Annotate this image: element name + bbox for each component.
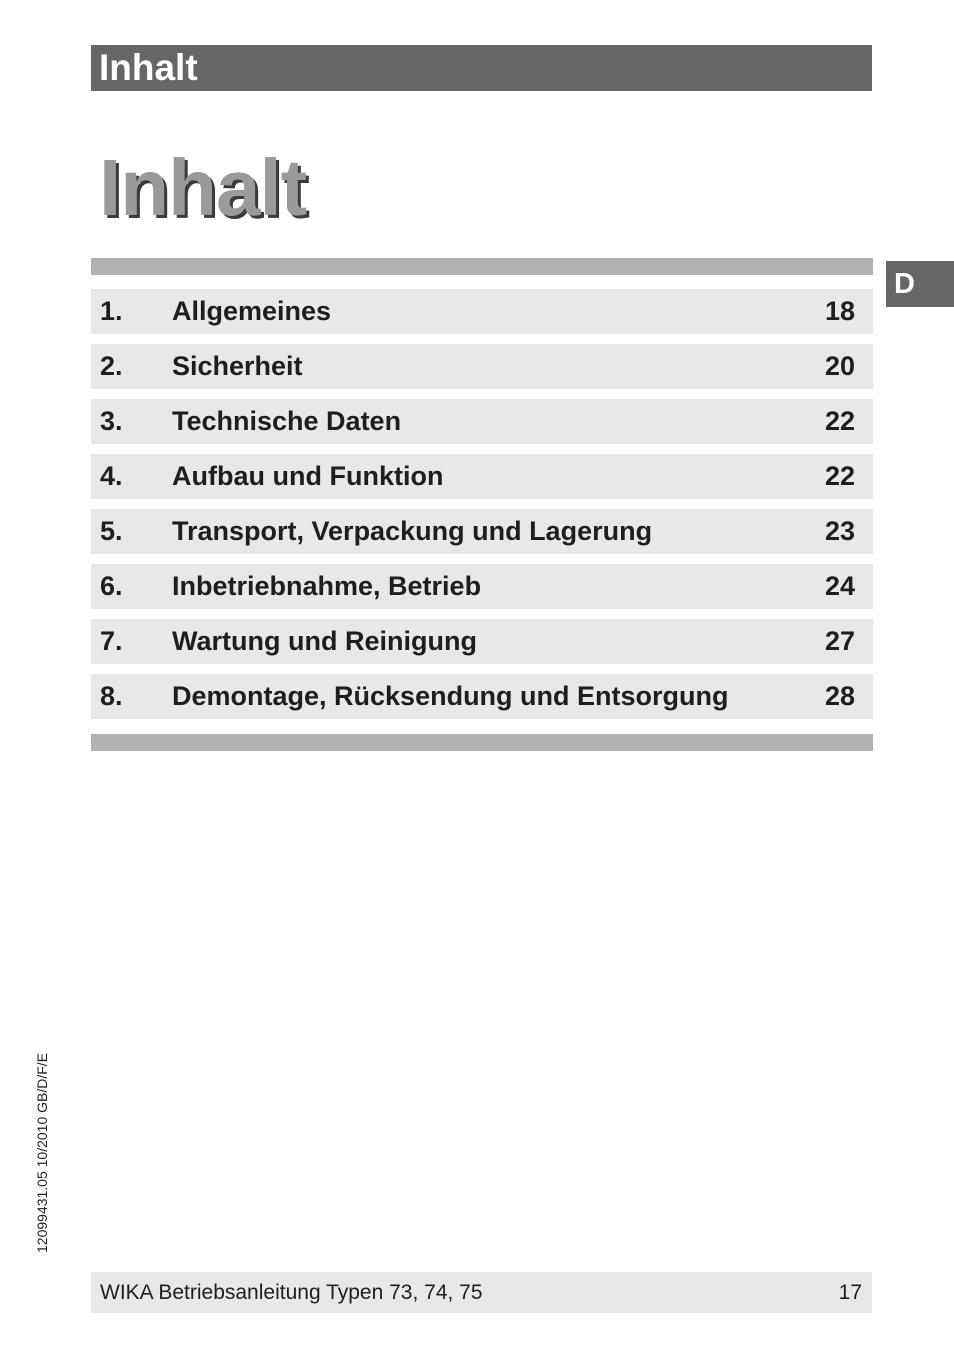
toc-title: Technische Daten bbox=[172, 406, 402, 436]
header-title: Inhalt bbox=[99, 47, 198, 88]
toc-row[interactable] bbox=[91, 289, 873, 334]
footer-bar bbox=[91, 1272, 872, 1313]
toc-title: Allgemeines bbox=[172, 296, 332, 326]
toc-row[interactable] bbox=[91, 344, 873, 389]
toc-page: 23 bbox=[824, 516, 855, 546]
page-title: Inhalt bbox=[99, 143, 307, 232]
toc-page: 18 bbox=[824, 296, 855, 326]
toc-number: 3. bbox=[100, 406, 123, 436]
toc-page: 24 bbox=[824, 571, 855, 601]
toc-row[interactable] bbox=[91, 619, 873, 664]
divider-bottom bbox=[91, 734, 873, 751]
toc-number: 1. bbox=[100, 296, 123, 326]
toc-title: Aufbau und Funktion bbox=[172, 461, 444, 491]
toc-number: 5. bbox=[100, 516, 123, 546]
document-code: 12099431.05 10/2010 GB/D/F/E bbox=[34, 1052, 50, 1253]
toc-title: Wartung und Reinigung bbox=[172, 626, 477, 656]
language-tab[interactable]: D bbox=[886, 261, 954, 307]
toc-number: 6. bbox=[100, 571, 123, 601]
toc-title: Inbetriebnahme, Betrieb bbox=[172, 571, 482, 601]
toc-number: 4. bbox=[100, 461, 123, 491]
toc-title: Demontage, Rücksendung und Entsorgung bbox=[172, 681, 729, 711]
toc-number: 8. bbox=[100, 681, 123, 711]
footer-text: WIKA Betriebsanleitung Typen 73, 74, 75 bbox=[100, 1280, 483, 1304]
toc-page: 22 bbox=[824, 461, 855, 491]
toc-title: Sicherheit bbox=[172, 351, 303, 381]
table-of-contents bbox=[91, 289, 873, 729]
toc-row[interactable] bbox=[91, 509, 873, 554]
toc-page: 22 bbox=[824, 406, 855, 436]
toc-number: 7. bbox=[100, 626, 123, 656]
toc-row[interactable] bbox=[91, 564, 873, 609]
header-bar bbox=[91, 45, 872, 91]
toc-number: 2. bbox=[100, 351, 123, 381]
page-number: 17 bbox=[838, 1280, 862, 1304]
divider-top bbox=[91, 258, 873, 275]
toc-row[interactable] bbox=[91, 674, 873, 719]
toc-page: 27 bbox=[824, 626, 855, 656]
toc-title: Transport, Verpackung und Lagerung bbox=[172, 516, 653, 546]
toc-page: 20 bbox=[824, 351, 855, 381]
toc-page: 28 bbox=[824, 681, 855, 711]
toc-row[interactable] bbox=[91, 454, 873, 499]
toc-row[interactable] bbox=[91, 399, 873, 444]
